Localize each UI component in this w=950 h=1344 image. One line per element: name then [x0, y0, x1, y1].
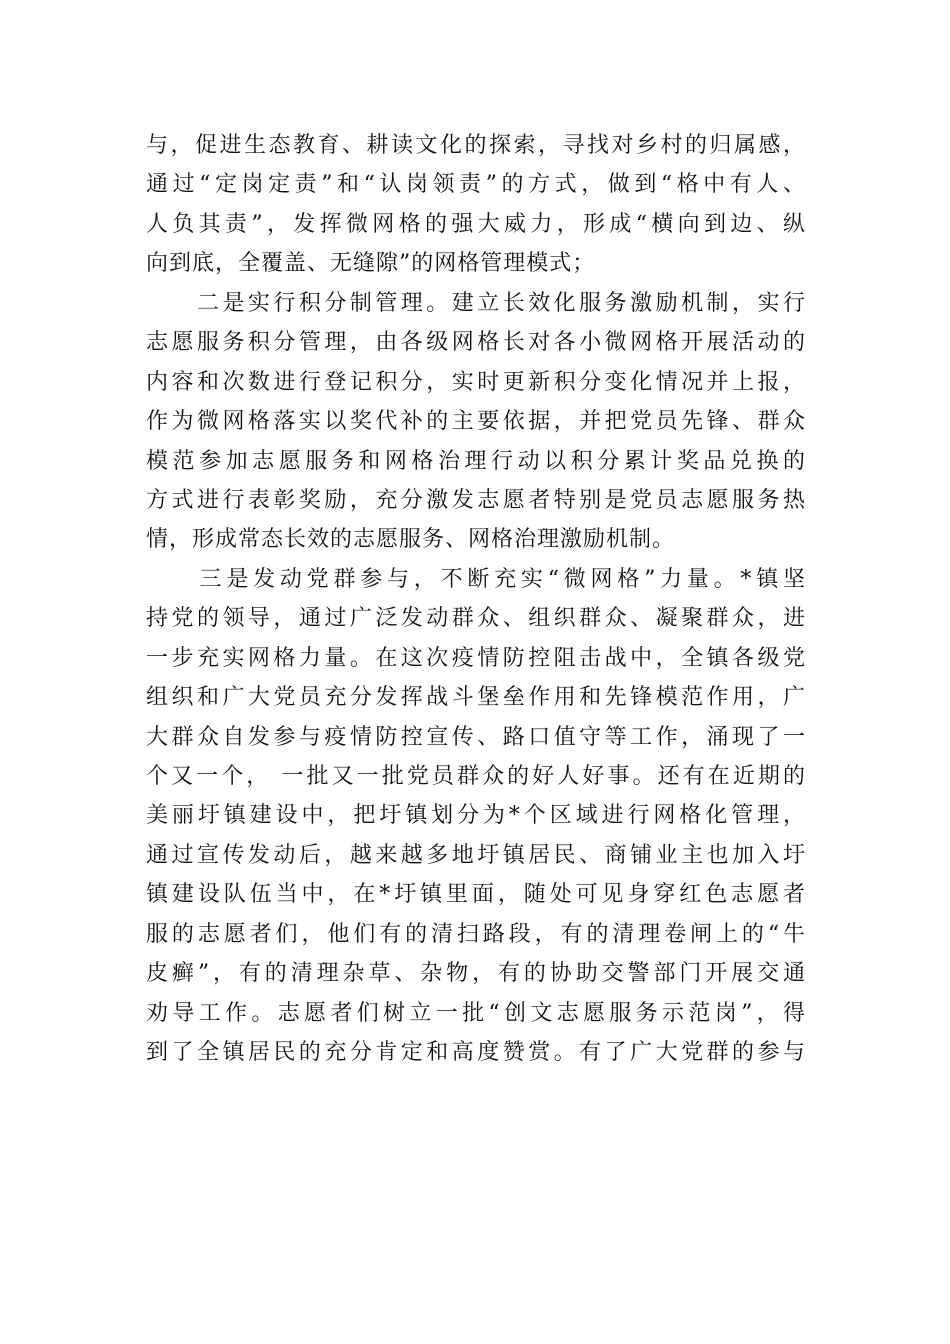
text-line: 向到底，全覆盖、无缝隙”的网格管理模式； [146, 251, 596, 277]
text-line: 二是实行积分制管理。建立长效化服务激励机制，实行 [146, 290, 806, 316]
body-text [146, 126, 806, 1073]
text-line: 皮癣”，有的清理杂草、杂物，有的协助交警部门开展交通 [146, 961, 806, 987]
text-line: 与，促进生态教育、耕读文化的探索，寻找对乡村的归属感， [146, 133, 806, 158]
text-line: 组织和广大党员充分发挥战斗堡垒作用和先锋模范作用，广 [146, 685, 806, 711]
text-line: 持党的领导，通过广泛发动群众、组织群众、凝聚群众，进 [146, 606, 806, 632]
text-line: 通过宣传发动后，越来越多地圩镇居民、商铺业主也加入圩 [146, 842, 806, 868]
text-line: 内容和次数进行登记积分，实时更新积分变化情况并上报， [146, 369, 806, 395]
text-line: 志愿服务积分管理，由各级网格长对各小微网格开展活动的 [146, 330, 806, 356]
text-line: 大群众自发参与疫情防控宣传、路口值守等工作，涌现了一 [146, 724, 806, 750]
text-line: 美丽圩镇建设中，把圩镇划分为*个区域进行网格化管理， [146, 803, 806, 829]
text-line: 情，形成常态长效的志愿服务、网格治理激励机制。 [146, 527, 676, 553]
text-line: 服的志愿者们，他们有的清扫路段，有的清理卷闸上的“牛 [146, 921, 806, 947]
text-line: 三是发动党群参与，不断充实“微网格”力量。*镇坚 [146, 566, 806, 592]
text-line: 作为微网格落实以奖代补的主要依据，并把党员先锋、群众 [146, 409, 806, 435]
text-line: 劝导工作。志愿者们树立一批“创文志愿服务示范岗”，得 [146, 1000, 806, 1026]
text-line: 镇建设队伍当中，在*圩镇里面，随处可见身穿红色志愿者 [146, 882, 806, 908]
text-line: 一步充实网格力量。在这次疫情防控阻击战中，全镇各级党 [146, 645, 806, 671]
text-line: 人负其责”，发挥微网格的强大威力，形成“横向到边、纵 [146, 211, 806, 237]
text-line: 通过“定岗定责”和“认岗领责”的方式，做到“格中有人、 [146, 172, 806, 198]
text-line: 到了全镇居民的充分肯定和高度赞赏。有了广大党群的参与 [146, 1040, 806, 1066]
text-line: 模范参加志愿服务和网格治理行动以积分累计奖品兑换的 [146, 448, 806, 474]
text-line: 个又一个， 一批又一批党员群众的好人好事。还有在近期的 [146, 764, 806, 789]
text-line: 方式进行表彰奖励，充分激发志愿者特别是党员志愿服务热 [146, 487, 806, 513]
